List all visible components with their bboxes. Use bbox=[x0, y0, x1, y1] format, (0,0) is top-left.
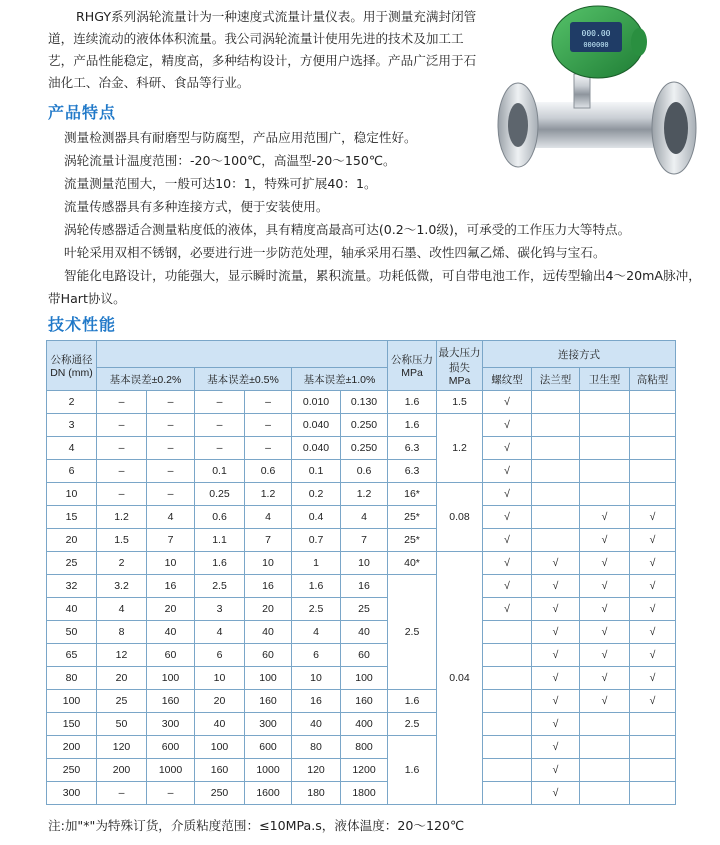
cell-flow: 0.010 bbox=[292, 391, 341, 414]
cell-flow: 2 bbox=[97, 552, 147, 575]
cell-flow: 3 bbox=[195, 598, 245, 621]
cell-flow: 100 bbox=[147, 667, 195, 690]
cell-flow: 250 bbox=[195, 782, 245, 805]
cell-flow: 180 bbox=[292, 782, 341, 805]
cell-flow: 1.6 bbox=[292, 575, 341, 598]
check-mark: √ bbox=[532, 575, 580, 598]
cell-loss: 0.08 bbox=[437, 483, 483, 552]
cell-flow: – bbox=[97, 460, 147, 483]
check-mark: √ bbox=[580, 529, 630, 552]
check-mark: √ bbox=[630, 506, 676, 529]
cell-flow: – bbox=[147, 483, 195, 506]
cell-flow: – bbox=[97, 782, 147, 805]
cell-dn: 25 bbox=[47, 552, 97, 575]
cell-flow: – bbox=[195, 414, 245, 437]
cell-flow: 0.2 bbox=[292, 483, 341, 506]
cell-conn bbox=[580, 414, 630, 437]
header-err05: 基本误差±0.5% bbox=[195, 368, 292, 391]
cell-dn: 150 bbox=[47, 713, 97, 736]
lcd-line1: 000.00 bbox=[581, 29, 611, 38]
table-row bbox=[47, 414, 676, 437]
cell-flow: 10 bbox=[292, 667, 341, 690]
table-row bbox=[47, 552, 676, 575]
header-loss: 最大压力损失 MPa bbox=[437, 341, 483, 391]
feature-item: 涡轮传感器适合测量粘度低的液体，具有精度高最高可达(0.2～1.0级)，可承受的工作压力大等特点。 bbox=[64, 222, 631, 237]
table-row bbox=[47, 460, 676, 483]
cell-loss: 1.5 bbox=[437, 391, 483, 414]
cell-flow: – bbox=[97, 483, 147, 506]
cell-pressure: 6.3 bbox=[388, 460, 437, 483]
cell-flow: 6 bbox=[195, 644, 245, 667]
cell-conn bbox=[580, 713, 630, 736]
cell-flow: 40 bbox=[341, 621, 388, 644]
header-pressure: 公称压力 MPa bbox=[388, 341, 437, 391]
check-mark: √ bbox=[532, 713, 580, 736]
cell-flow: – bbox=[97, 391, 147, 414]
check-mark: √ bbox=[483, 598, 532, 621]
check-mark: √ bbox=[483, 529, 532, 552]
cell-flow: 400 bbox=[341, 713, 388, 736]
cell-conn bbox=[483, 713, 532, 736]
cell-flow: 1.1 bbox=[195, 529, 245, 552]
cell-flow: 100 bbox=[195, 736, 245, 759]
check-mark: √ bbox=[580, 598, 630, 621]
check-mark: √ bbox=[532, 598, 580, 621]
cell-conn bbox=[580, 736, 630, 759]
cell-flow: 300 bbox=[245, 713, 292, 736]
check-mark: √ bbox=[483, 437, 532, 460]
cell-conn bbox=[630, 460, 676, 483]
cell-pressure: 1.6 bbox=[388, 414, 437, 437]
check-mark: √ bbox=[483, 391, 532, 414]
footnote: 注:加"*"为特殊订货，介质粘度范围：≤10MPa.s，液体温度：20～120℃ bbox=[48, 818, 465, 833]
feature-item: 测量检测器具有耐磨型与防腐型，产品应用范围广，稳定性好。 bbox=[64, 130, 417, 145]
table-row bbox=[47, 506, 676, 529]
check-mark: √ bbox=[532, 736, 580, 759]
features-heading: 产品特点 bbox=[48, 103, 117, 122]
cell-flow: 7 bbox=[245, 529, 292, 552]
cell-flow: 2.5 bbox=[292, 598, 341, 621]
check-mark: √ bbox=[580, 690, 630, 713]
cell-flow: – bbox=[147, 437, 195, 460]
cell-flow: 1.2 bbox=[97, 506, 147, 529]
cell-conn bbox=[580, 483, 630, 506]
cell-dn: 100 bbox=[47, 690, 97, 713]
cell-flow: 4 bbox=[292, 621, 341, 644]
cell-conn bbox=[483, 690, 532, 713]
table-row bbox=[47, 759, 676, 782]
cell-flow: 100 bbox=[341, 667, 388, 690]
cell-conn bbox=[630, 782, 676, 805]
check-mark: √ bbox=[630, 552, 676, 575]
table-row bbox=[47, 598, 676, 621]
cell-dn: 2 bbox=[47, 391, 97, 414]
cell-flow: 80 bbox=[292, 736, 341, 759]
meter-neck bbox=[574, 74, 590, 108]
cell-dn: 200 bbox=[47, 736, 97, 759]
cell-flow: 0.040 bbox=[292, 414, 341, 437]
check-mark: √ bbox=[483, 552, 532, 575]
cell-dn: 65 bbox=[47, 644, 97, 667]
cell-flow: – bbox=[147, 414, 195, 437]
feature-item: 智能化电路设计，功能强大，显示瞬时流量，累积流量。功耗低微，可自带电池工作，远传型输出4～20mA脉冲，带Hart协议。 bbox=[48, 268, 701, 306]
cell-flow: 2.5 bbox=[195, 575, 245, 598]
table-row bbox=[47, 667, 676, 690]
feature-item: 流量传感器具有多种连接方式，便于安装使用。 bbox=[64, 199, 329, 214]
cell-flow: 16 bbox=[292, 690, 341, 713]
check-mark: √ bbox=[630, 621, 676, 644]
check-mark: √ bbox=[483, 506, 532, 529]
cell-flow: 4 bbox=[147, 506, 195, 529]
cell-flow: 25 bbox=[97, 690, 147, 713]
cell-flow: 10 bbox=[195, 667, 245, 690]
cell-flow: 10 bbox=[147, 552, 195, 575]
cell-dn: 32 bbox=[47, 575, 97, 598]
table-row bbox=[47, 690, 676, 713]
cell-flow: 20 bbox=[97, 667, 147, 690]
check-mark: √ bbox=[532, 759, 580, 782]
cell-loss: 0.04 bbox=[437, 552, 483, 805]
cell-flow: 600 bbox=[147, 736, 195, 759]
cell-flow: 160 bbox=[147, 690, 195, 713]
cell-flow: 0.4 bbox=[292, 506, 341, 529]
check-mark: √ bbox=[532, 621, 580, 644]
table-row bbox=[47, 437, 676, 460]
check-mark: √ bbox=[532, 690, 580, 713]
cell-flow: 40 bbox=[292, 713, 341, 736]
cell-pressure: 6.3 bbox=[388, 437, 437, 460]
check-mark: √ bbox=[630, 598, 676, 621]
feature-item: 涡轮流量计温度范围：-20～100℃，高温型-20～150℃。 bbox=[64, 153, 396, 168]
cell-dn: 10 bbox=[47, 483, 97, 506]
cell-flow: – bbox=[147, 460, 195, 483]
cell-flow: 0.250 bbox=[341, 414, 388, 437]
header-conn-sanitary: 卫生型 bbox=[580, 368, 630, 391]
cell-flow: 1800 bbox=[341, 782, 388, 805]
cell-dn: 3 bbox=[47, 414, 97, 437]
cell-conn bbox=[532, 414, 580, 437]
header-conn-thread: 螺纹型 bbox=[483, 368, 532, 391]
cell-flow: – bbox=[195, 437, 245, 460]
check-mark: √ bbox=[483, 414, 532, 437]
table-row bbox=[47, 529, 676, 552]
check-mark: √ bbox=[580, 667, 630, 690]
cell-pressure: 2.5 bbox=[388, 575, 437, 690]
cell-flow: 600 bbox=[245, 736, 292, 759]
cell-flow: 8 bbox=[97, 621, 147, 644]
cell-flow: 0.040 bbox=[292, 437, 341, 460]
features-list bbox=[48, 126, 708, 310]
cell-flow: 0.7 bbox=[292, 529, 341, 552]
cell-flow: 4 bbox=[245, 506, 292, 529]
cell-flow: – bbox=[97, 437, 147, 460]
cell-conn bbox=[483, 782, 532, 805]
feature-item: 流量测量范围大，一般可达10：1，特殊可扩展40：1。 bbox=[64, 176, 377, 191]
spec-heading: 技术性能 bbox=[48, 315, 117, 334]
table-row bbox=[47, 483, 676, 506]
header-dn: 公称通径DN (mm) bbox=[47, 341, 97, 391]
intro-paragraph bbox=[48, 6, 484, 94]
check-mark: √ bbox=[483, 575, 532, 598]
table-row bbox=[47, 621, 676, 644]
spec-table-body bbox=[47, 391, 676, 805]
table-row bbox=[47, 736, 676, 759]
intro-text: RHGY系列涡轮流量计为一种速度式流量计量仪表。用于测量充满封闭管道，连续流动的液体体积流量。我公司涡轮流量计使用先进的技术及加工工艺，产品性能稳定，精度高，多种结构设计，方便用户选择。产品广泛用于石油化工、冶金、科研、食品等行业。 bbox=[48, 9, 477, 90]
cell-flow: 120 bbox=[292, 759, 341, 782]
cell-flow: 1 bbox=[292, 552, 341, 575]
cell-dn: 4 bbox=[47, 437, 97, 460]
cell-flow: 10 bbox=[341, 552, 388, 575]
cell-flow: 25 bbox=[341, 598, 388, 621]
cell-conn bbox=[630, 713, 676, 736]
table-row bbox=[47, 782, 676, 805]
cell-conn bbox=[532, 506, 580, 529]
cell-flow: – bbox=[147, 782, 195, 805]
cell-conn bbox=[483, 667, 532, 690]
cell-conn bbox=[580, 391, 630, 414]
cell-flow: 20 bbox=[195, 690, 245, 713]
check-mark: √ bbox=[532, 552, 580, 575]
cell-flow: 0.6 bbox=[341, 460, 388, 483]
cell-flow: 160 bbox=[341, 690, 388, 713]
check-mark: √ bbox=[580, 644, 630, 667]
cell-dn: 40 bbox=[47, 598, 97, 621]
cell-flow: 20 bbox=[147, 598, 195, 621]
header-err02: 基本误差±0.2% bbox=[97, 368, 195, 391]
cell-dn: 6 bbox=[47, 460, 97, 483]
cell-conn bbox=[630, 483, 676, 506]
cell-flow: 7 bbox=[341, 529, 388, 552]
cell-conn bbox=[580, 782, 630, 805]
cell-flow: – bbox=[245, 437, 292, 460]
cell-pressure: 1.6 bbox=[388, 736, 437, 805]
cell-flow: – bbox=[147, 391, 195, 414]
cell-flow: 1200 bbox=[341, 759, 388, 782]
check-mark: √ bbox=[630, 575, 676, 598]
cell-flow: 0.1 bbox=[292, 460, 341, 483]
cell-dn: 300 bbox=[47, 782, 97, 805]
cell-flow: 1600 bbox=[245, 782, 292, 805]
cell-dn: 50 bbox=[47, 621, 97, 644]
cell-flow: 7 bbox=[147, 529, 195, 552]
cell-flow: 200 bbox=[97, 759, 147, 782]
cell-flow: 1.6 bbox=[195, 552, 245, 575]
cell-flow: – bbox=[245, 414, 292, 437]
cell-flow: 40 bbox=[245, 621, 292, 644]
header-err10: 基本误差±1.0% bbox=[292, 368, 388, 391]
cell-flow: 100 bbox=[245, 667, 292, 690]
cell-pressure: 1.6 bbox=[388, 391, 437, 414]
cell-flow: 40 bbox=[147, 621, 195, 644]
cell-flow: 1.2 bbox=[341, 483, 388, 506]
cell-conn bbox=[483, 644, 532, 667]
cell-conn bbox=[580, 759, 630, 782]
cell-flow: 4 bbox=[341, 506, 388, 529]
header-conn-flange: 法兰型 bbox=[532, 368, 580, 391]
cell-pressure: 1.6 bbox=[388, 690, 437, 713]
check-mark: √ bbox=[580, 575, 630, 598]
check-mark: √ bbox=[532, 644, 580, 667]
cell-flow: 20 bbox=[245, 598, 292, 621]
cell-conn bbox=[580, 460, 630, 483]
cell-pressure: 25* bbox=[388, 506, 437, 529]
spec-table bbox=[46, 340, 676, 805]
cell-flow: 12 bbox=[97, 644, 147, 667]
cell-conn bbox=[630, 736, 676, 759]
cell-pressure: 2.5 bbox=[388, 713, 437, 736]
check-mark: √ bbox=[630, 644, 676, 667]
cell-flow: 50 bbox=[97, 713, 147, 736]
check-mark: √ bbox=[483, 460, 532, 483]
cell-flow: 60 bbox=[245, 644, 292, 667]
check-mark: √ bbox=[630, 529, 676, 552]
cell-conn bbox=[630, 414, 676, 437]
cell-flow: – bbox=[195, 391, 245, 414]
cell-conn bbox=[580, 437, 630, 460]
cell-dn: 80 bbox=[47, 667, 97, 690]
lcd-line2: 000000 bbox=[583, 41, 609, 49]
cell-flow: 1.2 bbox=[245, 483, 292, 506]
cell-dn: 20 bbox=[47, 529, 97, 552]
check-mark: √ bbox=[630, 667, 676, 690]
cell-pressure: 25* bbox=[388, 529, 437, 552]
cell-dn: 250 bbox=[47, 759, 97, 782]
check-mark: √ bbox=[532, 667, 580, 690]
cell-flow: 0.6 bbox=[195, 506, 245, 529]
cell-conn bbox=[483, 736, 532, 759]
cell-flow: 160 bbox=[195, 759, 245, 782]
cell-loss: 1.2 bbox=[437, 414, 483, 483]
cell-flow: 1000 bbox=[147, 759, 195, 782]
check-mark: √ bbox=[580, 621, 630, 644]
cell-flow: – bbox=[97, 414, 147, 437]
cell-flow: – bbox=[245, 391, 292, 414]
cell-flow: 60 bbox=[147, 644, 195, 667]
table-row bbox=[47, 391, 676, 414]
cell-pressure: 40* bbox=[388, 552, 437, 575]
cell-conn bbox=[630, 391, 676, 414]
cell-flow: 16 bbox=[341, 575, 388, 598]
cell-conn bbox=[483, 759, 532, 782]
cell-flow: 10 bbox=[245, 552, 292, 575]
cell-conn bbox=[532, 483, 580, 506]
cell-conn bbox=[532, 437, 580, 460]
cell-conn bbox=[483, 621, 532, 644]
cell-flow: 800 bbox=[341, 736, 388, 759]
cell-conn bbox=[532, 460, 580, 483]
cell-flow: 4 bbox=[97, 598, 147, 621]
cell-flow: 16 bbox=[245, 575, 292, 598]
table-row bbox=[47, 575, 676, 598]
check-mark: √ bbox=[580, 506, 630, 529]
check-mark: √ bbox=[630, 690, 676, 713]
cell-dn: 15 bbox=[47, 506, 97, 529]
cell-conn bbox=[532, 391, 580, 414]
cell-flow: 0.1 bbox=[195, 460, 245, 483]
cell-pressure: 16* bbox=[388, 483, 437, 506]
cell-flow: 3.2 bbox=[97, 575, 147, 598]
cell-conn bbox=[630, 437, 676, 460]
header-conn-highvisc: 高粘型 bbox=[630, 368, 676, 391]
cell-flow: 6 bbox=[292, 644, 341, 667]
cell-flow: 1.5 bbox=[97, 529, 147, 552]
cell-flow: 0.25 bbox=[195, 483, 245, 506]
cell-flow: 0.130 bbox=[341, 391, 388, 414]
cell-conn bbox=[532, 529, 580, 552]
cell-flow: 40 bbox=[195, 713, 245, 736]
cell-flow: 16 bbox=[147, 575, 195, 598]
feature-item: 叶轮采用双相不锈钢，必要进行进一步防范处理，轴承采用石墨、改性四氟乙烯、碳化钨与宝石。 bbox=[64, 245, 606, 260]
cell-conn bbox=[630, 759, 676, 782]
cell-flow: 4 bbox=[195, 621, 245, 644]
check-mark: √ bbox=[483, 483, 532, 506]
cell-flow: 160 bbox=[245, 690, 292, 713]
cell-flow: 120 bbox=[97, 736, 147, 759]
cell-flow: 0.250 bbox=[341, 437, 388, 460]
cell-flow: 300 bbox=[147, 713, 195, 736]
header-flow-blank bbox=[97, 341, 388, 368]
check-mark: √ bbox=[580, 552, 630, 575]
table-row bbox=[47, 644, 676, 667]
table-row bbox=[47, 713, 676, 736]
cell-flow: 1000 bbox=[245, 759, 292, 782]
cell-flow: 60 bbox=[341, 644, 388, 667]
cell-flow: 0.6 bbox=[245, 460, 292, 483]
check-mark: √ bbox=[532, 782, 580, 805]
header-conn: 连接方式 bbox=[483, 341, 676, 368]
